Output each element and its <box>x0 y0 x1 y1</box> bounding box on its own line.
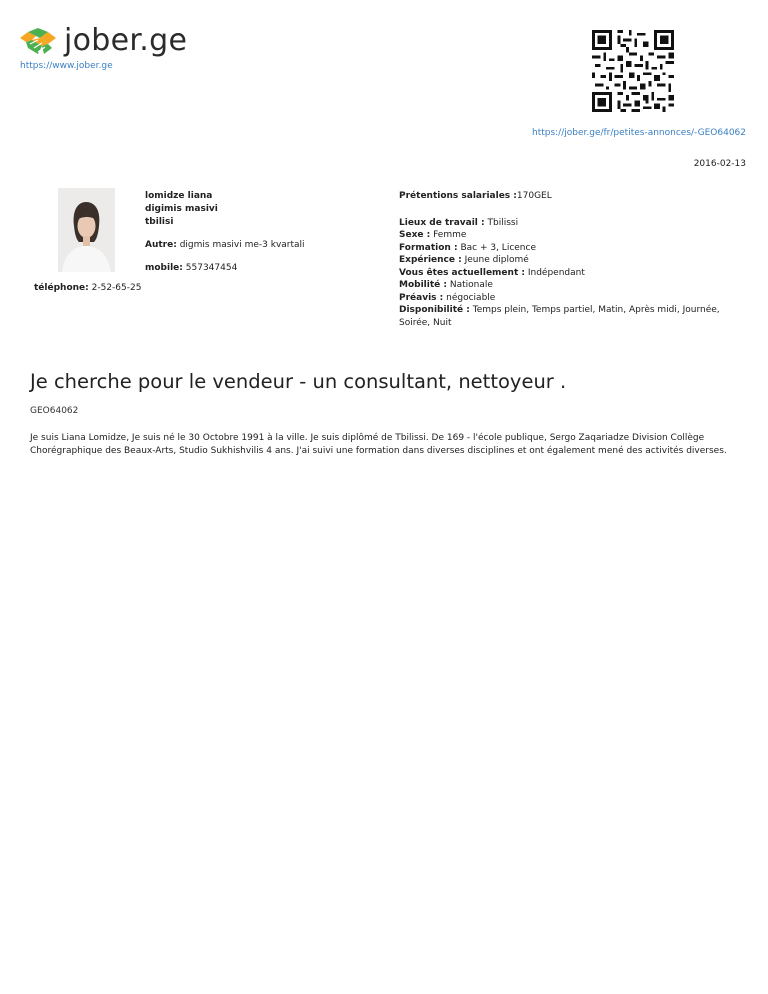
detail-row <box>399 254 739 267</box>
contact-other-value: digmis masivi me-3 kvartali <box>179 240 305 250</box>
detail-label: Mobilité : <box>399 280 447 290</box>
contact-block <box>145 190 305 275</box>
detail-label: Vous êtes actuellement : <box>399 267 525 278</box>
listing-description: Je suis Liana Lomidze, Je suis né le 30 Octobre 1991 à la ville. Je suis diplômé de Tbilissi. De 169 - l'école publique, Sergo Zaqariadze Division Collège Chorégraphique des Beaux-Arts, Studio Sukhishvilis 4 ans. J'ai suivi une formation dans diverses disciplines et ont également mené des activités diverses. <box>30 433 727 456</box>
contact-mobile <box>145 262 305 275</box>
detail-label: Prétentions salariales : <box>399 191 517 201</box>
handshake-icon <box>18 24 58 58</box>
contact-other <box>145 239 305 252</box>
detail-value: Temps plein, Temps partiel, Matin, Après midi, Journée, Soirée, Nuit <box>399 305 720 328</box>
detail-value: Indépendant <box>527 267 585 278</box>
detail-row <box>399 279 739 292</box>
listing-url-link[interactable]: https://jober.ge/fr/petites-annonces/-GEO64062 <box>531 128 746 138</box>
contact-phone-value: 2-52-65-25 <box>91 283 142 293</box>
detail-label: Expérience : <box>399 255 462 265</box>
contact-address: digimis masivi <box>145 204 218 214</box>
contact-mobile-label: mobile: <box>145 263 183 273</box>
contact-city: tbilisi <box>145 217 174 227</box>
job-details <box>399 190 739 329</box>
detail-value: 170GEL <box>516 191 552 201</box>
listing-title: Je cherche pour le vendeur - un consultant, nettoyeur . <box>30 370 567 393</box>
detail-value: Femme <box>433 230 467 240</box>
logo-text: jober.ge <box>64 23 188 58</box>
detail-row <box>399 304 739 329</box>
detail-row <box>399 267 739 280</box>
listing-reference: GEO64062 <box>30 406 79 416</box>
detail-value: Tbilissi <box>487 217 519 228</box>
qr-code <box>588 30 678 112</box>
detail-value: négociable <box>446 292 496 303</box>
detail-row <box>399 229 739 242</box>
detail-row <box>399 217 739 230</box>
detail-label: Disponibilité : <box>399 305 470 315</box>
contact-other-label: Autre: <box>145 240 177 250</box>
site-logo[interactable] <box>18 24 187 58</box>
profile-photo <box>58 188 115 272</box>
detail-label: Préavis : <box>399 292 444 303</box>
detail-label: Formation : <box>399 242 458 253</box>
contact-mobile-value: 557347454 <box>185 263 238 273</box>
contact-name: lomidze liana <box>145 191 213 201</box>
detail-row <box>399 292 739 305</box>
detail-salary <box>399 190 739 203</box>
detail-value: Bac + 3, Licence <box>460 242 536 253</box>
site-url-link[interactable]: https://www.jober.ge <box>20 61 113 71</box>
contact-phone <box>34 283 141 293</box>
detail-row <box>399 242 739 255</box>
listing-date: 2016-02-13 <box>693 159 746 169</box>
detail-label: Lieux de travail : <box>399 217 485 228</box>
detail-value: Nationale <box>449 280 493 290</box>
detail-value: Jeune diplomé <box>464 255 529 265</box>
contact-phone-label: téléphone: <box>34 283 89 293</box>
detail-label: Sexe : <box>399 230 431 240</box>
